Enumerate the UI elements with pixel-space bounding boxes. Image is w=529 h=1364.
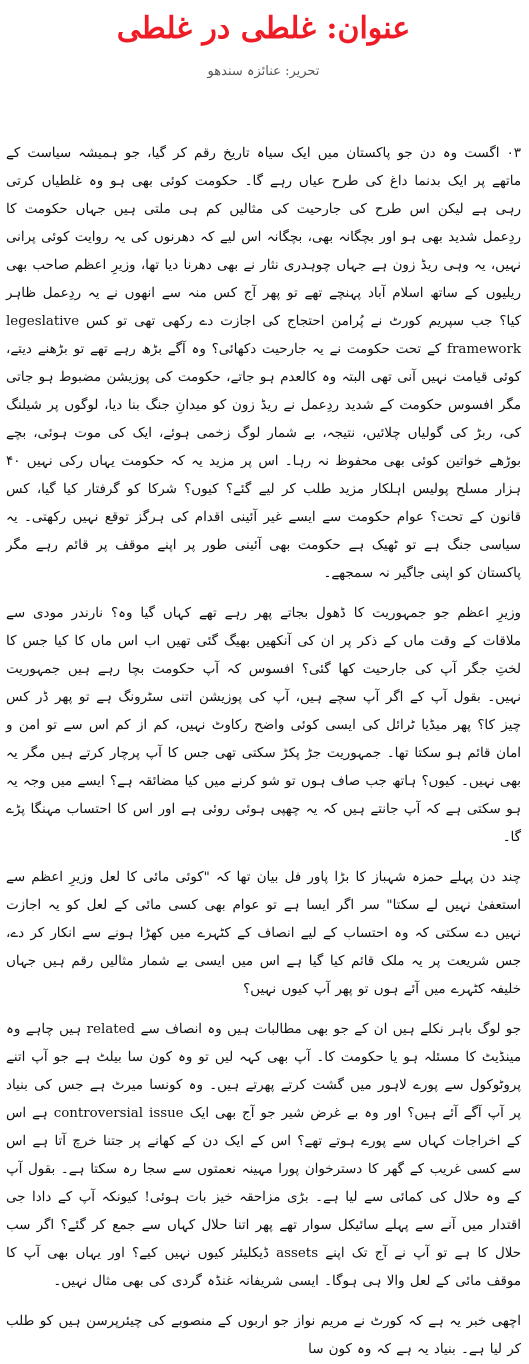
article-paragraph-1: ۰۳ اگست وہ دن جو پاکستان میں ایک سیاہ تاریخ رقم کر گیا، جو ہمیشہ سیاست کے ماتھے پر ایک بدنما داغ کی طرح عیاں رہے گا۔ حکومت کوئی بھی ہو وہ غلطیاں کرتی رہی ہے لیکن اس طرح کی جارحیت کی مثالیں کم ہی ملتی ہیں جہاں حکومت کا ردِعمل شدید بھی ہو اور بچگانہ بھی، بچگانہ اس لیے کہ دھرنوں کی یہ روایت کوئی پرانی نہیں، یہ وہی ریڈ زون ہے جہاں چوہدری نثار نے بھی دھرنا دیا تھا، وزیرِ اعظم صاحب بھی ریلیوں کے ساتھ اسلام آباد پہنچے تھے تو پھر آج کس منہ سے انھوں نے یہ ردِعمل ظاہر کیا؟ جب سپریم کورٹ نے پُرامن احتجاج کی اجازت دے رکھی تھی تو کس legeslative framework کے تحت حکومت نے یہ جارحیت دکھائی؟ وہ آگے بڑھ رہے تھے تو بڑھنے دیتے، کوئی قیامت نہیں آنی تھی البتہ وہ کالعدم ہو جاتے، حکومت کی پوزیشن مضبوط ہو جاتی مگر افسوس حکومت کے شدید ردِعمل نے ریڈ زون کو میدانِ جنگ بنا دیا، لوگوں پر شیلنگ کی، ربڑ کی گولیاں چلائیں، نتیجہ، بے شمار لوگ زخمی ہوئے، ایک کی موت ہوئی، بچے بوڑھے خواتین کوئی بھی محفوظ نہ رہا۔ اس پر مزید یہ کہ حکومت یہاں رکی نہیں ۴۰ ہزار مسلح پولیس اہلکار مزید طلب کر لیے گئے؟ کیوں؟ شرکا کو گرفتار کیا گیا، کس قانون کے تحت؟ عوام حکومت سے ایسے غیر آئینی اقدام کی ہرگز توقع نہیں رکھتی۔ یہ سیاسی جنگ ہے تو ٹھیک ہے حکومت بھی آئینی طور پر اپنے موقف پر قائم رہے مگر پاکستان کو اپنی جاگیر نہ سمجھے۔ — [6, 146, 521, 581]
article-paragraph-2: وزیرِ اعظم جو جمہوریت کا ڈھول بجاتے پھر رہے تھے کہاں گیا وہ؟ نارندر مودی سے ملاقات کے وقت ماں کے ذکر پر ان کی آنکھیں بھیگ گئی تھیں اب اس ماں کا کیا جس کا لختِ جگر آپ کی جارحیت کھا گئی؟ افسوس کہ آپ حکومت بچا رہے ہیں جمہوریت نہیں۔ بقول آپ کے اگر آپ سچے ہیں، آپ کی پوزیشن اتنی سٹرونگ ہے تو پھر ڈر کس چیز کا؟ پھر میڈیا ٹرائل کی ایسی کوئی واضح رکاوٹ نہیں، کم از کم اس سے تو امن و امان قائم ہو سکتا تھا۔ جمہوریت جڑ پکڑ سکتی تھی جس کا آپ پرچار کرتے ہیں مگر یہ بھی نہیں۔ کیوں؟ ہاتھ جب صاف ہوں تو شو کرنے میں کیا مضائقہ ہے؟ ایسے میں وجہ یہ ہو سکتی ہے کہ آپ جانتے ہیں کہ یہ چھپی ہوئی روئی ہے اور اس کا احتساب مہنگا پڑے گا۔ — [6, 606, 521, 845]
article-title: عنوان: غلطی در غلطی — [116, 11, 411, 46]
article-paragraph-4: جو لوگ باہر نکلے ہیں ان کے جو بھی مطالبات ہیں وہ انصاف سے related ہیں چاہے وہ مینڈیٹ کا مسئلہ ہو یا حکومت کا۔ آپ بھی کہہ لیں تو وہ کون سا بیلٹ ہے جو آپ اتنے پروٹوکول سے پورے لاہور میں گشت کرتے پھرتے ہیں۔ وہ کونسا میرٹ ہے جس کی بنیاد پر آپ آگے آئے ہیں؟ اور وہ بے غرض شیر جو آج بھی ایک controversial issue ہے اس کے اخراجات کہاں سے پورے ہوتے تھے؟ اس کے ایک دن کے کھانے پر جتنا خرچ آتا ہے اس سے کسی غریب کے گھر کا دسترخوان پورا مہینہ نعمتوں سے سجا رہ سکتا ہے۔ بقول آپ کے وہ حلال کی کمائی سے لیا ہے۔ بڑی مزاحقہ خیز بات ہوئی! کیونکہ آپ کے دادا جی اقتدار میں آنے سے پہلے سائیکل سوار تھے پھر اتنا حلال کہاں سے جمع کر گئے؟ اگر سب حلال کا ہے تو آپ نے آج تک اپنے assets ڈیکلیئر کیوں نہیں کیے؟ اور یہاں بھی آپ کا موقف مائی کے لعل والا ہی ہوگا۔ ایسی شریفانہ غنڈہ گردی کی بھی مثال نہیں۔ — [6, 1022, 521, 1289]
article-paragraph-3: چند دن پہلے حمزہ شہباز کا بڑا پاور فل بیان تھا کہ "کوئی مائی کا لعل وزیرِ اعظم سے استعفیٰ نہیں لے سکتا" سر اگر ایسا ہے تو عوام بھی کسی مائی کے لعل کو یہ اجازت نہیں دے سکتی کہ وہ احتساب کے لیے انصاف کے کٹہرے میں کھڑا ہونے سے انکار کر دے، جس شریعت پر یہ ملک قائم کیا گیا ہے اس میں ایسی بے شمار مثالیں رقم ہیں جہاں خلیفہ کٹہرے میں آئے ہوں تو پھر آپ کیوں نہیں؟ — [6, 870, 521, 997]
article-paragraph-5: اچھی خبر یہ ہے کہ کورٹ نے مریم نواز جو اربوں کے منصوبے کی چیئرپرسن ہیں کو طلب کر لیا ہے۔ بنیاد یہ ہے کہ وہ کون سا — [6, 1314, 521, 1357]
article-body — [6, 140, 521, 1357]
article-byline: تحریر: عنائزہ سندھو — [207, 64, 320, 79]
